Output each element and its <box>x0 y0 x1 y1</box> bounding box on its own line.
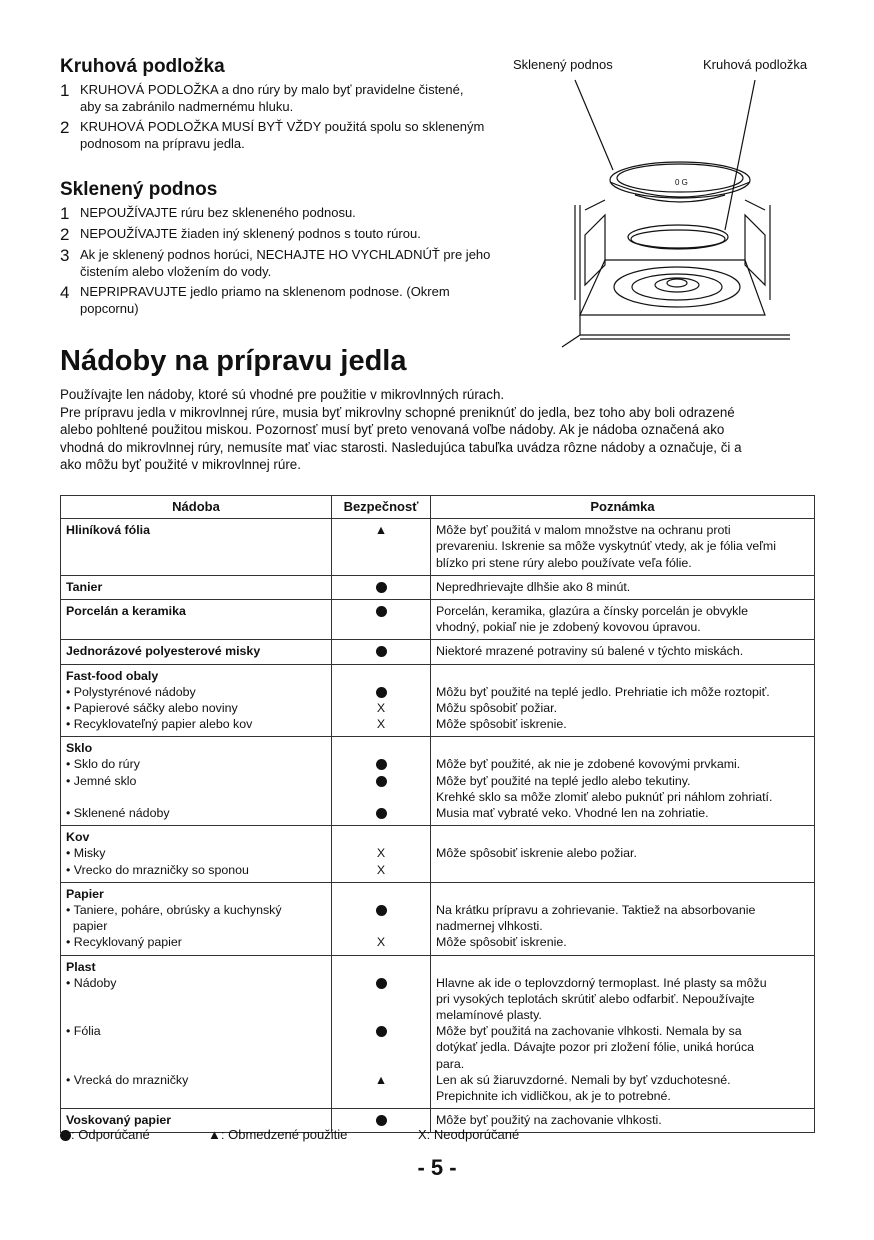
item-name: • Sklenené nádoby <box>66 806 170 821</box>
category-name: Jednorázové polyesterové misky <box>66 644 261 659</box>
note-line: Hlavne ak ide o teplovzdorný termoplast. Iné plasty sa môžu <box>436 975 767 990</box>
item-name <box>66 789 326 805</box>
item-name <box>66 1039 326 1055</box>
header-note: Poznámka <box>431 496 815 519</box>
empty <box>337 1039 425 1055</box>
safety-cell <box>332 640 431 664</box>
item-number: 1 <box>60 204 70 223</box>
glass-tray-list <box>60 205 560 321</box>
item-name <box>66 555 326 571</box>
dot-icon <box>376 687 387 698</box>
container-cell <box>61 737 332 826</box>
note-cell <box>431 826 815 883</box>
diagram-label-ring: Kruhová podložka <box>703 57 808 72</box>
container-cell <box>61 575 332 599</box>
list-item <box>60 247 560 280</box>
item-name <box>66 1056 326 1072</box>
container-cell <box>61 519 332 576</box>
not-recommended-icon: X <box>376 862 386 877</box>
note-cell <box>431 599 815 639</box>
not-recommended-icon: X <box>376 700 386 715</box>
section-intro <box>60 386 830 474</box>
not-recommended-icon: X <box>376 717 386 732</box>
safety-cell <box>332 826 431 883</box>
recommended-icon <box>337 1112 425 1128</box>
category-name: Fast-food obaly <box>66 668 159 683</box>
microwave-turntable-illustration <box>555 75 845 350</box>
item-name: • Fólia <box>66 1024 101 1039</box>
list-item <box>60 284 560 317</box>
item-name <box>66 619 326 635</box>
empty <box>337 789 425 805</box>
note-line: Porcelán, keramika, glazúra a čínsky porcelán je obvykle <box>436 603 748 618</box>
container-cell <box>61 599 332 639</box>
item-name: • Papierové sáčky alebo noviny <box>66 700 238 715</box>
item-line: Ak je sklenený podnos horúci, NECHAJTE HO VYCHLADNÚŤ pre jeho <box>80 247 491 262</box>
empty <box>337 619 425 635</box>
item-line: NEPRIPRAVUJTE jedlo priamo na sklenenom podnose. (Okrem <box>80 284 450 299</box>
legend-not-recommended: X: Neodporúčané <box>418 1127 520 1142</box>
table-row <box>61 826 815 883</box>
note-line: prevareniu. Iskrenie sa môže vyskytnúť vtedy, ak je fólia veľmi <box>436 539 776 554</box>
item-name: • Recyklovateľný papier alebo kov <box>66 717 253 732</box>
empty <box>337 668 425 684</box>
empty <box>337 959 425 975</box>
empty <box>337 918 425 934</box>
category-name: Voskovaný papier <box>66 1113 172 1128</box>
intro-line: Pre prípravu jedla v mikrovlnnej rúre, musia byť mikrovlny schopné preniknúť do jedla, bez toho aby boli odrazené <box>60 404 735 420</box>
item-line: popcornu) <box>80 300 139 316</box>
safety-cell <box>332 882 431 955</box>
note-cell <box>431 640 815 664</box>
category-name: Tanier <box>66 579 103 594</box>
dot-icon <box>60 1130 71 1141</box>
glass-tray-heading: Sklenený podnos <box>60 179 218 200</box>
note-line: Krehké sklo sa môže zlomiť alebo puknúť pri náhlom zohriatí. <box>436 789 773 804</box>
diagram-label-tray: Sklenený podnos <box>513 57 613 72</box>
item-line: NEPOUŽÍVAJTE žiaden iný sklenený podnos s touto rúrou. <box>80 226 421 241</box>
item-line: KRUHOVÁ PODLOŽKA MUSÍ BYŤ VŽDY použitá spolu so skleneným <box>80 119 485 134</box>
recommended-icon <box>337 975 425 991</box>
recommended-icon <box>337 603 425 619</box>
recommended-icon <box>337 579 425 595</box>
note-line: Môže byť použitá na zachovanie vlhkosti. Nemala by sa <box>436 1024 742 1039</box>
note-line <box>436 668 809 684</box>
legend-recommended: : Odporúčané <box>60 1127 150 1142</box>
note-cell <box>431 575 815 599</box>
note-cell <box>431 737 815 826</box>
empty <box>337 886 425 902</box>
item-text <box>80 284 450 317</box>
table-row <box>61 955 815 1109</box>
item-name: • Misky <box>66 846 106 861</box>
note-line <box>436 740 809 756</box>
table-row <box>61 664 815 737</box>
note-line: Nepredhrievajte dlhšie ako 8 minút. <box>436 579 631 594</box>
item-line: KRUHOVÁ PODLOŽKA a dno rúry by malo byť pravidelne čistené, <box>80 82 464 97</box>
note-line: melamínové plasty. <box>436 1008 542 1023</box>
recommended-icon <box>337 756 425 772</box>
item-line: čistením alebo vložením do vody. <box>80 263 272 279</box>
item-name: • Taniere, poháre, obrúsky a kuchynský <box>66 902 282 917</box>
dot-icon <box>376 759 387 770</box>
dot-icon <box>376 1115 387 1126</box>
table-row <box>61 519 815 576</box>
empty <box>337 1056 425 1072</box>
note-line: Len ak sú žiaruvzdorné. Nemali by byť vzduchotesné. <box>436 1072 731 1087</box>
note-line: Môže byť použité, ak nie je zdobené kovovými prvkami. <box>436 757 741 772</box>
item-name: • Polystyrénové nádoby <box>66 684 196 699</box>
item-name: • Nádoby <box>66 975 117 990</box>
item-name <box>66 1088 326 1104</box>
note-line: Môžu spôsobiť požiar. <box>436 700 558 715</box>
note-line: Prepichnite ich vidličkou, ak je to potrebné. <box>436 1089 671 1104</box>
table-row <box>61 599 815 639</box>
note-line <box>436 829 809 845</box>
note-line: Môže byť použitá v malom množstve na ochranu proti <box>436 523 731 538</box>
item-text <box>80 119 484 152</box>
note-line: Môže byť použité na teplé jedlo alebo tekutiny. <box>436 773 691 788</box>
limited-icon: ▲ <box>374 1072 388 1087</box>
dot-icon <box>376 1026 387 1037</box>
table-row <box>61 737 815 826</box>
table-row <box>61 575 815 599</box>
item-name: • Sklo do rúry <box>66 757 140 772</box>
note-line: vhodný, pokiaľ nie je zdobený kovovou úpravou. <box>436 620 701 635</box>
note-line: Môže spôsobiť iskrenie. <box>436 935 567 950</box>
note-line: dotýkať jedla. Dávajte pozor pri zložení fólie, uniká horúca <box>436 1040 755 1055</box>
safety-cell <box>332 599 431 639</box>
note-cell <box>431 882 815 955</box>
category-name: Kov <box>66 830 90 845</box>
note-line <box>436 862 809 878</box>
item-name: • Vrecká do mrazničky <box>66 1072 189 1087</box>
item-name <box>66 1007 326 1023</box>
note-line: pri vysokých teplotách skrútiť alebo odfarbiť. Nepoužívajte <box>436 991 755 1006</box>
list-item <box>60 205 560 222</box>
item-name: • Jemné sklo <box>66 773 137 788</box>
safety-cell <box>332 519 431 576</box>
note-cell <box>431 519 815 576</box>
item-number: 2 <box>60 225 70 244</box>
table-row <box>61 882 815 955</box>
intro-line: vhodná do mikrovlnnej rúry, nemusíte mať viac starosti. Nasledujúca tabuľka uvádza rôzne nádoby a označuje, či a <box>60 439 742 455</box>
item-name <box>66 991 326 1007</box>
table-row <box>61 640 815 664</box>
item-number: 2 <box>60 118 70 137</box>
section-title: Nádoby na prípravu jedla <box>60 345 407 377</box>
empty <box>337 1088 425 1104</box>
recommended-icon <box>337 643 425 659</box>
note-cell <box>431 955 815 1109</box>
item-name: • Recyklovaný papier <box>66 935 182 950</box>
item-text <box>80 247 490 280</box>
container-cell <box>61 882 332 955</box>
category-name: Porcelán a keramika <box>66 603 186 618</box>
item-text <box>80 226 421 243</box>
dot-icon <box>376 776 387 787</box>
item-text <box>80 205 356 222</box>
note-line <box>436 886 809 902</box>
dot-icon <box>376 978 387 989</box>
item-text <box>80 82 463 115</box>
empty <box>337 829 425 845</box>
dot-icon <box>376 905 387 916</box>
intro-line: Používajte len nádoby, ktoré sú vhodné pre použitie v mikrovlnných rúrach. <box>60 387 505 402</box>
container-cell <box>61 664 332 737</box>
safety-cell <box>332 575 431 599</box>
category-name: Hliníková fólia <box>66 523 150 538</box>
recommended-icon <box>337 684 425 700</box>
safety-cell <box>332 955 431 1109</box>
list-item <box>60 119 560 152</box>
category-name: Sklo <box>66 741 93 756</box>
note-line: Musia mať vybraté veko. Vhodné len na zohriatie. <box>436 806 709 821</box>
empty <box>337 740 425 756</box>
note-line: nadmernej vlhkosti. <box>436 919 543 934</box>
header-safety: Bezpečnosť <box>332 496 431 519</box>
note-line: Môže byť použitý na zachovanie vlhkosti. <box>436 1113 662 1128</box>
item-line: aby sa zabránilo nadmernému hluku. <box>80 98 294 114</box>
note-cell <box>431 664 815 737</box>
item-line: NEPOUŽÍVAJTE rúru bez skleneného podnosu. <box>80 205 356 220</box>
empty <box>337 991 425 1007</box>
empty <box>337 1007 425 1023</box>
note-line: Niektoré mrazené potraviny sú balené v týchto miskách. <box>436 644 744 659</box>
empty <box>337 538 425 554</box>
dot-icon <box>376 808 387 819</box>
item-name: • Vrecko do mrazničky so sponou <box>66 862 249 877</box>
recommended-icon <box>337 902 425 918</box>
recommended-icon <box>337 773 425 789</box>
safety-cell <box>332 737 431 826</box>
intro-line: alebo pohltené použitou miskou. Pozornosť musí byť preto venovaná voľbe nádoby. Ak je nádoba označená ako <box>60 422 725 437</box>
limited-icon: ▲ <box>374 523 388 538</box>
not-recommended-icon: X <box>376 935 386 950</box>
intro-line: ako môžu byť použité v mikrovlnnej rúre. <box>60 457 301 472</box>
list-item <box>60 82 560 115</box>
container-cell <box>61 955 332 1109</box>
category-name: Plast <box>66 959 96 974</box>
cookware-table <box>60 495 815 1133</box>
container-cell <box>61 826 332 883</box>
x-icon: X <box>418 1127 427 1142</box>
dot-icon <box>376 582 387 593</box>
recommended-icon <box>337 1023 425 1039</box>
item-number: 3 <box>60 246 70 265</box>
empty <box>337 555 425 571</box>
category-name: Papier <box>66 886 104 901</box>
dot-icon <box>376 606 387 617</box>
item-number: 4 <box>60 283 70 302</box>
page-number: - 5 - <box>417 1155 457 1180</box>
legend-limited: ▲: Obmedzené použitie <box>208 1127 348 1142</box>
item-name: papier <box>66 919 108 934</box>
note-line: Môže spôsobiť iskrenie. <box>436 717 567 732</box>
item-number: 1 <box>60 81 70 100</box>
svg-text:0 G: 0 G <box>675 178 688 187</box>
note-line <box>436 959 809 975</box>
turntable-ring-heading: Kruhová podložka <box>60 56 225 77</box>
dot-icon <box>376 646 387 657</box>
container-cell <box>61 640 332 664</box>
safety-cell <box>332 664 431 737</box>
not-recommended-icon: X <box>376 846 386 861</box>
header-container: Nádoba <box>61 496 332 519</box>
note-line: para. <box>436 1056 465 1071</box>
note-line: Môže spôsobiť iskrenie alebo požiar. <box>436 846 637 861</box>
list-item <box>60 226 560 243</box>
item-name <box>66 538 326 554</box>
item-line: podnosom na prípravu jedla. <box>80 135 245 151</box>
turntable-ring-list <box>60 82 560 156</box>
note-line: Na krátku prípravu a zohrievanie. Taktiež na absorbovanie <box>436 902 756 917</box>
recommended-icon <box>337 805 425 821</box>
triangle-icon: ▲ <box>208 1127 221 1142</box>
note-line: blízko pri stene rúry alebo používate veľa fólie. <box>436 555 692 570</box>
note-line: Môžu byť použité na teplé jedlo. Prehriatie ich môže roztopiť. <box>436 684 770 699</box>
